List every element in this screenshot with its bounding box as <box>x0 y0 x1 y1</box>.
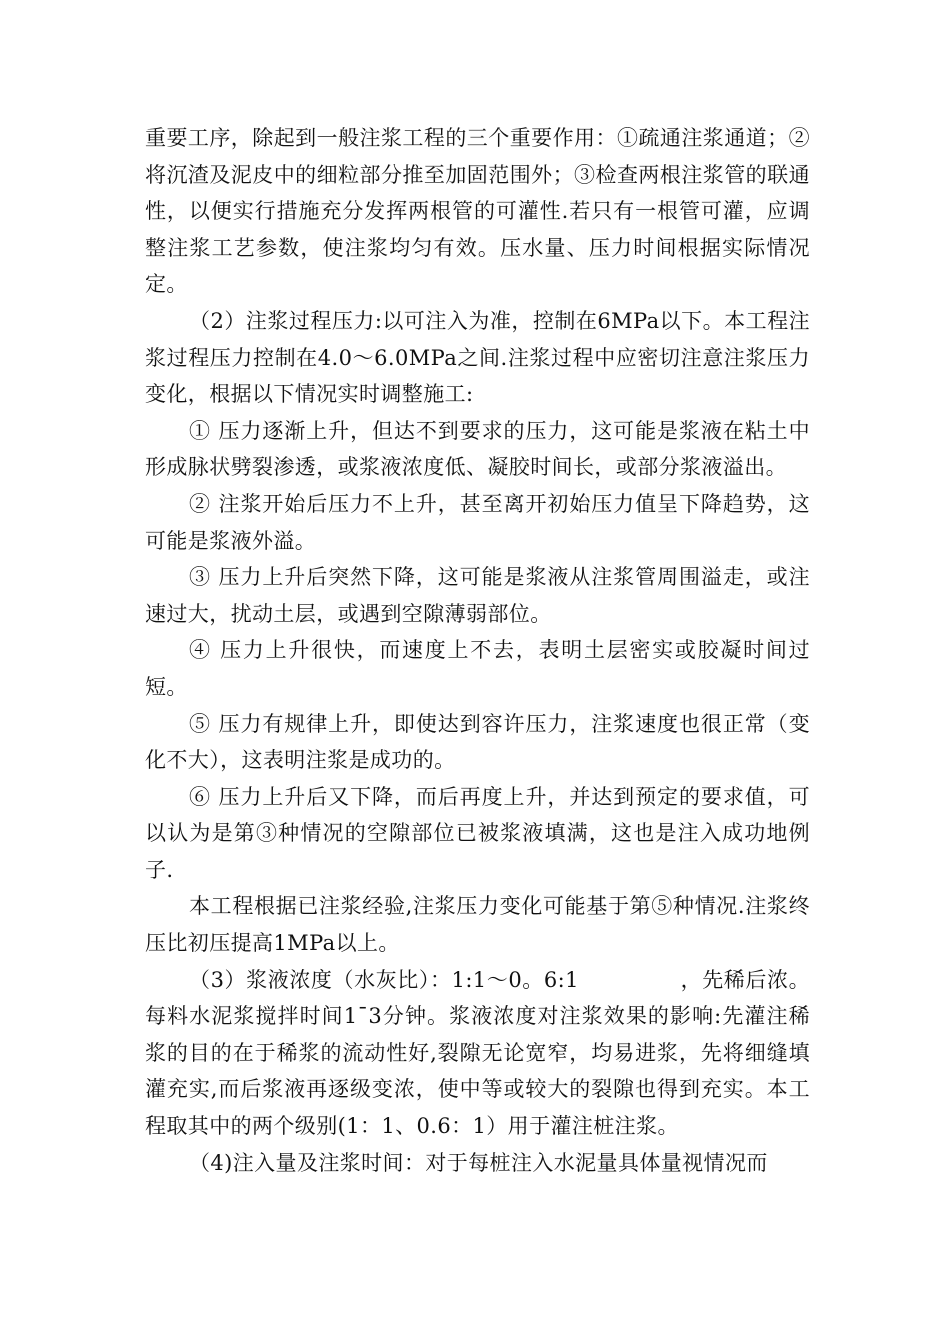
paragraph-case-5: ⑤ 压力有规律上升，即使达到容许压力，注浆速度也很正常（变化不大），这表明注浆是成功的。 <box>145 711 810 773</box>
paragraph-injection-pressure: （2）注浆过程压力:以可注入为准，控制在6MPa以下。本工程注浆过程压力控制在4.0～6.0MPa之间.注浆过程中应密切注意注浆压力变化，根据以下情况实时调整施工: <box>145 308 810 407</box>
paragraph-case-6: ⑥ 压力上升后又下降，而后再度上升，并达到预定的要求值，可以认为是第③种情况的空隙部位已被浆液填满，这也是注入成功地例子. <box>145 784 810 882</box>
paragraph-slurry-concentration: （3）浆液浓度（水灰比）：1:1～0。6:1 ，先稀后浓。每料水泥浆搅拌时间1¯3分钟。浆液浓度对注浆效果的影响:先灌注稀浆的目的在于稀浆的流动性好,裂隙无论宽窄，均易进浆，先将细缝填灌充实,而后浆液再逐级变浓，使中等或较大的裂隙也得到充实。本工程取其中的两个级别(1：1、0.6：1）用于灌注桩注浆。 <box>145 967 810 1139</box>
paragraph-continuation: 重要工序，除起到一般注浆工程的三个重要作用：①疏通注浆通道；②将沉渣及泥皮中的细粒部分推至加固范围外；③检查两根注浆管的联通性，以便实行措施充分发挥两根管的可灌性.若只有一根管可灌，应调整注浆工艺参数，使注浆均匀有效。压水量、压力时间根据实际情况定。 <box>145 126 810 297</box>
paragraph-case-4: ④ 压力上升很快，而速度上不去，表明土层密实或胶凝时间过短。 <box>145 638 810 699</box>
paragraph-case-1: ① 压力逐渐上升，但达不到要求的压力，这可能是浆液在粘土中形成脉状劈裂渗透，或浆液浓度低、凝胶时间长，或部分浆液溢出。 <box>145 418 810 480</box>
document-body <box>145 120 810 1181</box>
paragraph-case-3: ③ 压力上升后突然下降，这可能是浆液从注浆管周围溢走，或注速过大，扰动土层，或遇到空隙薄弱部位。 <box>145 565 810 626</box>
paragraph-injection-volume: （4)注入量及注浆时间：对于每桩注入水泥量具体量视情况而 <box>189 1150 768 1175</box>
paragraph-project-conclusion: 本工程根据已注浆经验,注浆压力变化可能基于第⑤种情况.注浆终压比初压提高1MPa以上。 <box>145 894 810 956</box>
paragraph-case-2: ② 注浆开始后压力不上升，甚至离开初始压力值呈下降趋势，这可能是浆液外溢。 <box>145 491 810 553</box>
